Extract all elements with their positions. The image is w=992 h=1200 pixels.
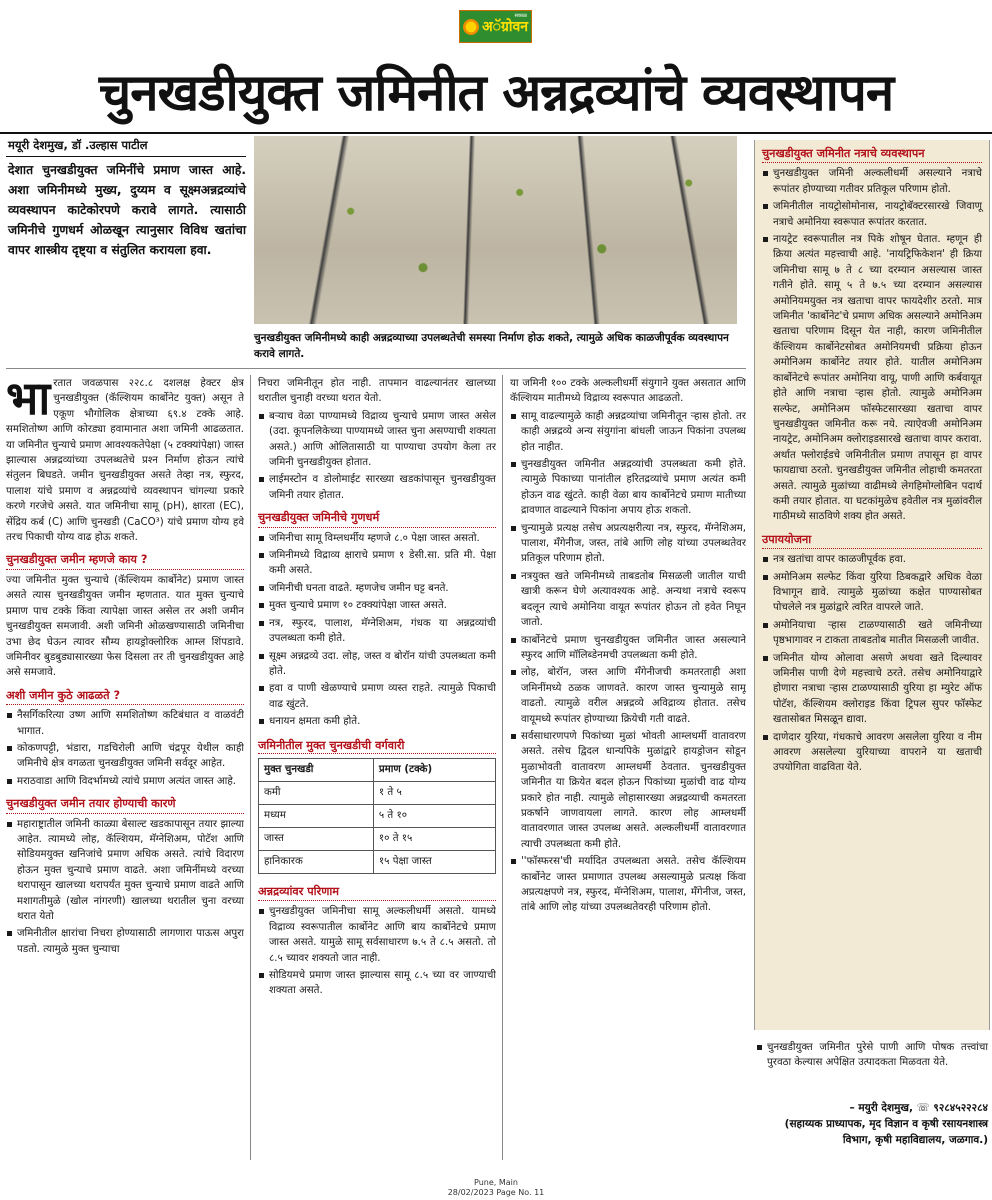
- list-item: सर्वसाधारणपणे पिकांच्या मुळां भोवती आम्लधर्मी वातावरण असते. तसेच द्विदल धान्यपिके मुळांद्वारे हायड्रोजन सोडून मुळाभोवती वातावरण आम्लधर्मी ठेवतात. चुनखडीयुक्त जमिनीत या क्रियेत बदल होऊन पिकांच्या मुळांची वाढ योग्य प्रकारे होत नाही. त्यामुळे लोहासारख्या अन्नद्रव्याची कमतरता प्रकर्षाने जाणवायला लागते. कारण लोह आम्लधर्मी वातावरणात जास्त उपलब्ध असते. अल्कलीधर्मी वातावरणात त्याची उपलब्धता कमी होते.: [510, 729, 746, 852]
- list-item: मुक्त चुन्याचे प्रमाण १० टक्क्यांपेक्षा जास्त असते.: [258, 598, 496, 613]
- list-item: नैसर्गिकरित्या उष्ण आणि समशितोष्ण कटिबंधात व वाळवंटी भागात.: [6, 708, 244, 739]
- list-item: जमिनीतील नायट्रोसोमोनास, नायट्रोबॅक्टरसारखे जिवाणू नत्राचे अमोनिया स्वरूपात रूपांतर करतात.: [762, 199, 982, 230]
- list-item: हवा व पाणी खेळण्याचे प्रमाण व्यस्त राहते. त्यामुळे पिकाची वाढ खुंटते.: [258, 681, 496, 712]
- table-cell: ५ ते १०: [373, 804, 495, 827]
- list-item: चुनखडीयुक्त जमिनी अल्कलीधर्मी असल्याने नत्राचे रूपांतर होण्याच्या गतीवर प्रतिकूल परिणाम होतो.: [762, 166, 982, 197]
- continued-paragraph: निचरा जमिनीतून होत नाही. तापमान वाढल्यानंतर खालच्या थरातील चुनाही वरच्या थरात येतो.: [258, 378, 496, 405]
- list-item: ''फॉस्फरस'ची मर्यादित उपलब्धता असते. तसेच कॅल्शियम कार्बोनेट जास्त प्रमाणात उपलब्ध असल्यामुळे प्रत्यक्ष किंवा अप्रत्यक्षपणे नत्र, स्फुरद, मॅग्नेशिअम, पालाश, मँगेनीज, जस्त, तांबे आणि लोह यांच्या उपलब्धतेवरही परिणाम होतो.: [510, 854, 746, 916]
- brand-name: अॅग्रोवन: [481, 18, 529, 35]
- table-header-row: [259, 758, 496, 781]
- list-item: लोह, बोरॉन, जस्त आणि मँगेनीजची कमतरताही अशा जमिनींमध्ये ठळक जाणवते. कारण जास्त चुन्यामुळे सामू वाढतो. त्यामुळे वरील अन्नद्रव्ये अविद्राव्य होतात. तसेच वायूमध्ये रूपांतर होण्याच्या क्रियेची गती वाढते.: [510, 665, 746, 727]
- section-title-nitrogen: चुनखडीयुक्त जमिनीत नत्राचे व्यवस्थापन: [762, 146, 982, 163]
- publication-logo: [459, 10, 532, 43]
- sun-icon: [463, 19, 479, 35]
- list-item: कार्बोनेटचे प्रमाण चुनखडीयुक्त जमिनीत जास्त असल्याने स्फुरद आणि मॉलिब्डेनमची उपलब्धता कमी होते.: [510, 633, 746, 664]
- list-item: नायट्रेट स्वरूपातील नत्र पिके शोषून घेतात. म्हणून ही क्रिया अत्यंत महत्त्वाची आहे. 'नायट्रिफिकेशन' ही क्रिया जमिनीचा सामू ७ ते ८ च्या दरम्यान असल्यास जास्त गतीने होते. सामू ५ ते ७.५ च्या दरम्यान असल्यास अमोनियमयुक्त नत्र खताचा वापर फायदेशीर ठरतो. मात्र जमिनीत 'कार्बोनेट'चे प्रमाण अधिक असल्याने अमोनिअम खताचा परिणाम दिसून येत नाही, कारण जमिनीतील कॅल्शियम कार्बोनेटसोबत अमोनियमची प्रक्रिया होऊन अमोनिअम कार्बोनेट तयार होते. यातील अमोनिअम कार्बोनेटचे रूपांतर अमोनिया वायू, पाणी आणि कर्बवायूत होते आणि नत्राचा ऱ्हास होतो. त्यामुळे अमोनिअम सल्फेट, अमोनिअम फॉस्फेटसारख्या खताचा वापर चुनखडीयुक्त जमिनीत करू नये. त्याऐवजी अमोनिअम नायट्रेट, अमोनिअम क्लोराइडसारखे खताचा वापर करावा. अर्थात फ्लोराईडचे जमिनीतील प्रमाण तपासून हा वापर फायद्याचा ठरतो. चुनखडीयुक्त जमिनीत लोहाची कमतरता असते. त्यामुळे मुळांच्या वाढीमध्ये लेगहिमोग्लोबिन पदार्थ कमी तयार होतात. या घटकांमुळेच हवेतील नत्र मुळांवरील गाठीमध्ये साठविणे शक्य होत असते.: [762, 232, 982, 525]
- list-item: जमिनीमध्ये विद्राव्य क्षाराचे प्रमाण १ डेसी.सा. प्रति मी. पेक्षा कमी असते.: [258, 548, 496, 579]
- column-divider-2: [502, 375, 503, 1160]
- table-header: मुक्त चुनखडी: [259, 758, 374, 781]
- table-cell: १५ पेक्षा जास्त: [373, 850, 495, 873]
- byline-divider: [6, 156, 246, 157]
- list-item: अमोनिअम सल्फेट किंवा युरिया ठिबकद्वारे अधिक वेळा विभागून द्यावे. त्यामुळे मुळांच्या कक्षेत पाण्यासोबत पोचलेले नत्र मुळांद्वारे त्वरित वापरले जाते.: [762, 570, 982, 616]
- list-item: नत्र खतांचा वापर काळजीपूर्वक हवा.: [762, 552, 982, 567]
- table-cell: मध्यम: [259, 804, 374, 827]
- drop-cap: भा: [6, 376, 51, 425]
- column-divider-1: [250, 375, 251, 1160]
- lead-paragraph: भारतात जवळपास २२८.८ दशलक्ष हेक्टर क्षेत्र चुनखडीयुक्त (कॅल्शियम कार्बोनेट युक्त) असून ते एकूण भौगोलिक क्षेत्राच्या ६९.४ टक्के आहे. समशितोष्ण आणि कोरड्या हवामानात अशा जमिनी आढळतात. या जमिनीत चुन्याचे प्रमाण आवश्यकतेपेक्षा (५ टक्क्यांपेक्षा) जास्त झाल्यास अन्नद्रव्यांच्या उपलब्धतेचे प्रश्‍न निर्माण होऊन त्यांचे संतुलन बिघडते. जमीन चुनखडीयुक्त असते तेव्हा नत्र, स्फुरद, पालाश यांचे प्रमाण व अन्नद्रव्यांचे व्यवस्थापन चांगल्या प्रकारे करणे गरजेचे असते. यात जमिनीचा सामू (pH), क्षारता (EC), सेंद्रिय कर्ब (C) आणि चुनखडी (CaCO³) यांचे प्रमाण योग्य हवे तरच पिकाची योग्य वाढ होऊ शकते.: [6, 376, 244, 544]
- section-title-properties: चुनखडीयुक्त जमिनीचे गुणधर्म: [258, 510, 496, 527]
- list-item: जमिनीतील क्षारांचा निचरा होण्यासाठी लागणारा पाऊस अपुरा पडतो. त्यामुळे मुक्त चुन्याचा: [6, 926, 244, 957]
- list-item: चुन्यामुळे प्रत्यक्ष तसेच अप्रत्यक्षरीत्या नत्र, स्फुरद, मॅग्नेशिअम, पालाश, मँगेनीज, जस्त, तांबे आणि लोह यांच्या उपलब्धतेवर प्रतिकूल परिणाम होतो.: [510, 521, 746, 567]
- table-cell: जास्त: [259, 827, 374, 850]
- list-item: जमिनीत योग्य ओलावा असणे अथवा खते दिल्यावर जमिनीस पाणी देणे महत्त्वाचे ठरते. तसेच अमोनियाद्वारे होणारा नत्राचा ऱ्हास टाळण्यासाठी युरिया हा म्युरेट ऑफ पोटॅश, कॅल्शियम क्लोराइड किंवा ट्रिपल सुपर फॉस्फेट खतासोबत मिसळून द्यावा.: [762, 651, 982, 728]
- list-item: कोकणपट्टी, भंडारा, गडचिरोली आणि चंद्रपूर येथील काही जमिनीचे क्षेत्र वगळता चुनखडीयुक्त जमिनी सर्वदूर आहेत.: [6, 741, 244, 772]
- author-name: – मयुरी देशमुख, ☏ ९२८४५२२२८४: [849, 1102, 988, 1114]
- byline: मयूरी देशमुख, डॉ .उल्हास पाटील: [8, 138, 148, 152]
- page-headline: चुनखडीयुक्त जमिनीत अन्नद्रव्यांचे व्यवस्थापन: [98, 64, 894, 123]
- table-row: [259, 850, 496, 873]
- table-row: [259, 781, 496, 804]
- table-header: प्रमाण (टक्के): [373, 758, 495, 781]
- table-cell: हानिकारक: [259, 850, 374, 873]
- brand-small: सकाळ: [514, 13, 527, 19]
- list-item: सोडियमचे प्रमाण जास्त झाल्यास सामू ८.५ च्या वर जाण्याची शक्यता असते.: [258, 968, 496, 999]
- list-item: महाराष्ट्रातील जमिनी काळ्या बेसाल्ट खडकापासून तयार झाल्या आहेत. त्यामध्ये लोह, कॅल्शियम, मॅग्नेशिअम, पोटॅश आणि सोडियमयुक्त खनिजांचे प्रमाण अधिक असते. त्यांचे विदारण होऊन मुक्त चुन्याचे प्रमाण वाढते. अशा जमिनींमध्ये वरच्या थरापासून खालच्या थरापर्यंत मुक्त चुन्याचे प्रमाण वाढते आणि मशागतीमुळे (खोल नांगरणी) खालच्या थरातील चुना वरच्या थरात येतो: [6, 817, 244, 925]
- section-title-nutrient-effects: अन्नद्रव्यांवर परिणाम: [258, 884, 496, 901]
- date-page-label: 28/02/2023 Page No. 11: [447, 1188, 545, 1197]
- sidebar-box: [754, 140, 990, 1030]
- edition-label: Pune, Main: [474, 1178, 518, 1187]
- page-footer: [396, 1178, 596, 1198]
- classification-table: [258, 758, 496, 874]
- table-row: [259, 804, 496, 827]
- list-item: नत्र, स्फुरद, पालाश, मॅग्नेशिअम, गंधक या अन्नद्रव्यांची उपलब्धता कमी होते.: [258, 616, 496, 647]
- lead-divider: [6, 368, 746, 369]
- section-title-what-is: चुनखडीयुक्त जमीन म्हणजे काय ?: [6, 552, 244, 569]
- table-cell: १ ते ५: [373, 781, 495, 804]
- article-column-3: [510, 376, 746, 1166]
- list-item: लाईमस्टोन व डोलोमाईट सारख्या खडकांपासून चुनखडीयुक्त जमिनी तयार होतात.: [258, 472, 496, 503]
- sidebar-content: [755, 140, 989, 1032]
- table-cell: १० ते १५: [373, 827, 495, 850]
- list-item: अमोनियाचा ऱ्हास टाळण्यासाठी खते जमिनीच्या पृष्ठभागावर न टाकता ताबडतोब मातीत मिसळली जावीत.: [762, 618, 982, 649]
- list-item: दाणेदार युरिया, गंधकाचे आवरण असलेला युरिया व नीम आवरण असलेल्या युरियाच्या वापराने या खताची उपयोगिता वाढविता येते.: [762, 730, 982, 776]
- list-item: चुनखडीयुक्त जमिनीत पुरेसे पाणी आणि पोषक तत्त्वांचा पुरवठा केल्यास अपेक्षित उत्पादकता मिळवता येते.: [756, 1040, 988, 1071]
- field-photo: [254, 136, 737, 324]
- table-row: [259, 827, 496, 850]
- photo-caption: चुनखडीयुक्त जमिनीमध्ये काही अन्नद्रव्याच्या उपलब्धतेची समस्या निर्माण होऊ शकते, त्यामुळे अधिक काळजीपूर्वक व्यवस्थापन करावे लागते.: [254, 332, 729, 360]
- section-title-where-found: अशी जमीन कुठे आढळते ?: [6, 688, 244, 705]
- section-title-remedies: उपाययोजना: [762, 532, 982, 549]
- headline-divider: [0, 132, 992, 134]
- list-item: सूक्ष्म अन्नद्रव्ये उदा. लोह, जस्त व बोरॉन यांची उपलब्धता कमी होते.: [258, 649, 496, 680]
- article-column-2: [258, 376, 496, 1166]
- continued-paragraph: या जमिनी १०० टक्के अल्कलीधर्मी संयुगाने युक्त असतात आणि कॅल्शियम मातीमध्ये विद्राव्य स्वरूपात आढळतो.: [510, 378, 746, 405]
- article-column-1: [6, 376, 244, 1166]
- closing-note: [756, 1040, 988, 1073]
- list-item: सामू वाढल्यामुळे काही अन्नद्रव्यांचा जमिनीतून ऱ्हास होतो. तर काही अन्नद्रव्ये अन्य संयुगांना बांधली जाऊन पिकांना उपलब्ध होत नाहीत.: [510, 409, 746, 455]
- section-title-causes: चुनखडीयुक्त जमीन तयार होण्याची कारणे: [6, 796, 244, 813]
- what-is-paragraph: ज्या जमिनीत मुक्त चुन्याचे (कॅल्शियम कार्बोनेट) प्रमाण जास्त असते त्यास चुनखडीयुक्त जमीन म्हणतात. यात मुक्त चुन्याचे प्रमाण पाच टक्के किंवा त्यापेक्षा जास्त असेल तर अशी जमीन चुनखडीयुक्त समजावी. अशी जमिनी ओळखण्यासाठी जमिनीचा उभा छेद घेऊन त्यावर सौम्य हायड्रोक्लोरिक आम्ल शिंपडावे. जमिनीवर बुडबुड्यासारख्या फेस दिसला तर ती चुनखडीयुक्त आहे असे समजावे.: [6, 574, 244, 679]
- list-item: नत्रयुक्त खते जमिनीमध्ये ताबडतोब मिसळली जातील याची खात्री करून घेणे अत्यावश्यक आहे. अन्यथा नत्राचे स्वरूप बदलून त्याचे अमोनिया वायूत रूपांतर होऊन तो हवेत निघून जातो.: [510, 569, 746, 631]
- classification-table-box: [258, 738, 496, 874]
- author-signature: [756, 1100, 988, 1148]
- table-cell: कमी: [259, 781, 374, 804]
- list-item: जमिनीचा सामू विम्लधर्मीय म्हणजे ८.० पेक्षा जास्त असतो.: [258, 531, 496, 546]
- list-item: चुनखडीयुक्त जमिनीत अन्नद्रव्यांची उपलब्धता कमी होते. त्यामुळे पिकाच्या पानांतील हरितद्रव्यांचे प्रमाण अत्यंत कमी होऊन वाढ खुंटते. काही वेळा बाय कार्बोनेटचे प्रमाण मातीच्या द्रावणात वाढल्याने पिकांना अपाय होऊ शकतो.: [510, 457, 746, 519]
- intro-paragraph: देशात चुनखडीयुक्त जमिनींचे प्रमाण जास्त आहे. अशा जमिनीमध्ये मुख्य, दुय्यम व सूक्ष्मअन्नद्रव्यांचे व्यवस्थापन काटेकोरपणे करावे लागते. त्यासाठी जमिनीचे गुणधर्म ओळखून त्यानुसार विविध खतांचा वापर शास्त्रीय दृष्ट्या व संतुलित करायला हवा.: [8, 163, 246, 257]
- list-item: जमिनीची घनता वाढते. म्हणजेच जमीन घट्ट बनते.: [258, 581, 496, 596]
- table-title: जमिनीतील मुक्त चुनखडीची वर्गवारी: [258, 738, 496, 754]
- author-affiliation: (सहाय्यक प्राध्यापक, मृद विज्ञान व कृषी रसायनशास्त्र विभाग, कृषी महाविद्यालय, जळगाव.): [784, 1118, 988, 1146]
- list-item: धनायन क्षमता कमी होते.: [258, 714, 496, 729]
- list-item: मराठवाडा आणि विदर्भामध्ये त्यांचे प्रमाण अत्यंत जास्त आहे.: [6, 774, 244, 789]
- list-item: चुनखडीयुक्त जमिनीचा सामू अल्कलीधर्मी असतो. यामध्ये विद्राव्य स्वरूपातील कार्बोनेट आणि बाय कार्बोनेटचे प्रमाण जास्त असते. यामुळे सामू सर्वसाधारण ७.५ ते ८.५ असतो. तो ८.५ च्यावर शक्यतो जात नाही.: [258, 904, 496, 966]
- list-item: बऱ्याच वेळा पाण्यामध्ये विद्राव्य चुन्याचे प्रमाण जास्त असेल (उदा. कूपनलिकेच्या पाण्यामध्ये जास्त चुना असण्याची शक्यता असते.) आणि ओलितासाठी या पाण्याचा उपयोग केला तर जमिनी चुनखडीयुक्त होतात.: [258, 409, 496, 471]
